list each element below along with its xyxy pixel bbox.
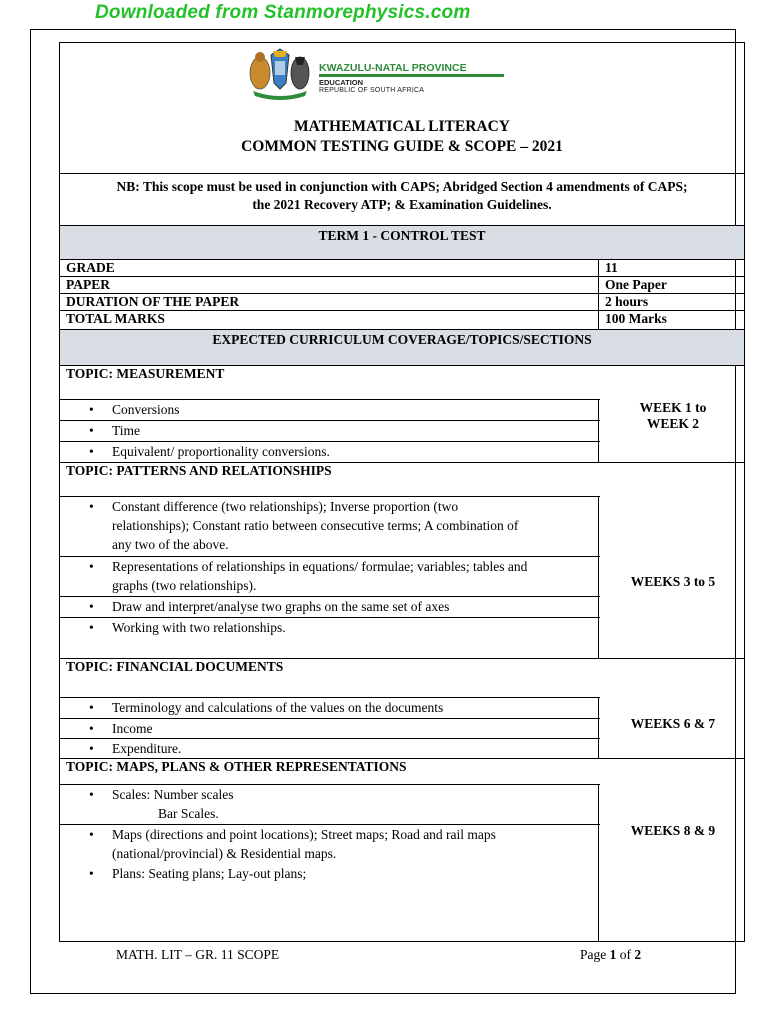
scope-note <box>60 173 744 225</box>
info-key: DURATION OF THE PAPER <box>66 294 240 309</box>
weeks-divider <box>598 784 599 942</box>
list-item-text <box>112 557 596 595</box>
list-item-text: Income <box>112 721 153 736</box>
weeks-maps: WEEKS 8 & 9 <box>630 823 716 838</box>
page-number <box>580 947 641 963</box>
bullet-icon: • <box>89 866 94 881</box>
list-item-line: Constant difference (two relationships); Inverse proportion (two <box>112 499 459 514</box>
bullet-icon: • <box>89 787 94 802</box>
page-total: 2 <box>634 947 642 962</box>
list-item-line: any two of the above. <box>112 537 229 552</box>
list-item-text <box>112 785 596 823</box>
info-row-grade <box>60 259 744 276</box>
bullet-icon: • <box>89 827 94 842</box>
list-item-text: Terminology and calculations of the values on the documents <box>112 700 444 715</box>
list-item-text: Equivalent/ proportionality conversions. <box>112 444 330 459</box>
weeks-divider <box>598 697 599 758</box>
list-item <box>60 697 600 718</box>
bullet-icon: • <box>89 700 94 715</box>
info-value: 11 <box>605 260 618 275</box>
info-key: PAPER <box>66 277 110 292</box>
topic-maps-title: TOPIC: MAPS, PLANS & OTHER REPRESENTATIONS <box>60 758 744 784</box>
bullet-icon: • <box>89 559 94 574</box>
list-item <box>60 399 600 420</box>
info-value: 2 hours <box>605 294 649 309</box>
page-of: of <box>619 947 631 962</box>
weeks-financial: WEEKS 6 & 7 <box>630 716 716 731</box>
coat-of-arms-icon <box>245 43 315 101</box>
page-current: 1 <box>609 947 617 962</box>
topic-patterns-title: TOPIC: PATTERNS AND RELATIONSHIPS <box>60 462 744 496</box>
info-divider <box>598 259 599 329</box>
bullet-icon: • <box>89 741 94 756</box>
list-item-line: graphs (two relationships). <box>112 578 257 593</box>
weeks-patterns: WEEKS 3 to 5 <box>630 574 716 589</box>
weeks-divider <box>598 496 599 658</box>
list-item-line: Maps (directions and point locations); Street maps; Road and rail maps <box>112 827 496 842</box>
list-item-text: Draw and interpret/analyse two graphs on the same set of axes <box>112 599 450 614</box>
topic-financial-title: TOPIC: FINANCIAL DOCUMENTS <box>60 658 744 697</box>
department-name: EDUCATION <box>319 78 364 87</box>
bullet-icon: • <box>89 423 94 438</box>
list-item <box>60 596 600 617</box>
list-item-text <box>112 825 596 863</box>
subject-title: MATHEMATICAL LITERACY <box>293 118 511 135</box>
list-item <box>60 617 600 658</box>
list-item <box>60 420 600 441</box>
document-title: COMMON TESTING GUIDE & SCOPE – 2021 <box>241 138 563 155</box>
info-value: 100 Marks <box>605 311 667 326</box>
info-key: GRADE <box>66 260 115 275</box>
list-item-text: Working with two relationships. <box>112 620 286 635</box>
topic-measurement-title: TOPIC: MEASUREMENT <box>60 365 744 399</box>
province-name: KWAZULU-NATAL PROVINCE <box>319 62 467 74</box>
bullet-icon: • <box>89 402 94 417</box>
info-row-duration <box>60 293 744 310</box>
bullet-icon: • <box>89 599 94 614</box>
weeks-measurement <box>600 400 746 432</box>
list-item-text <box>112 497 596 554</box>
info-value: One Paper <box>605 277 667 292</box>
list-item-line: Representations of relationships in equations/ formulae; variables; tables and <box>112 559 528 574</box>
list-item-text: Time <box>112 423 141 438</box>
term-heading: TERM 1 - CONTROL TEST <box>60 225 744 259</box>
list-item <box>60 784 600 824</box>
list-item <box>60 824 600 864</box>
list-item-line: (national/provincial) & Residential maps. <box>112 846 337 861</box>
list-item <box>60 738 600 758</box>
list-item-text: Conversions <box>112 402 180 417</box>
scope-note-line-1: NB: This scope must be used in conjunction with CAPS; Abridged Section 4 amendments of CAPS; <box>116 179 688 194</box>
list-item <box>60 864 600 942</box>
list-item-text: Plans: Seating plans; Lay-out plans; <box>112 866 307 881</box>
scope-document <box>59 42 745 942</box>
list-item <box>60 496 600 556</box>
logo-stripe <box>319 74 504 77</box>
bullet-icon: • <box>89 499 94 514</box>
list-item-line: Scales: Number scales <box>112 787 234 802</box>
department-logo <box>245 43 515 101</box>
page-prefix: Page <box>580 947 607 962</box>
list-item <box>60 718 600 738</box>
list-item-text: Expenditure. <box>112 741 182 756</box>
list-item-line: Bar Scales. <box>158 806 219 821</box>
bullet-icon: • <box>89 620 94 635</box>
bullet-icon: • <box>89 721 94 736</box>
list-item-line: relationships); Constant ratio between consecutive terms; A combination of <box>112 518 519 533</box>
weeks-line: WEEK 1 to <box>639 400 707 415</box>
document-header <box>60 43 744 173</box>
coverage-heading: EXPECTED CURRICULUM COVERAGE/TOPICS/SECTIONS <box>60 329 744 365</box>
list-item <box>60 441 600 462</box>
footer-label: MATH. LIT – GR. 11 SCOPE <box>116 947 280 962</box>
country-name: REPUBLIC OF SOUTH AFRICA <box>319 87 425 94</box>
weeks-divider <box>598 399 599 462</box>
weeks-line: WEEK 2 <box>646 416 700 431</box>
info-row-total-marks <box>60 310 744 329</box>
info-key: TOTAL MARKS <box>66 311 165 326</box>
bullet-icon: • <box>89 444 94 459</box>
info-row-paper <box>60 276 744 293</box>
scope-note-line-2: the 2021 Recovery ATP; & Examination Guidelines. <box>252 197 552 212</box>
list-item <box>60 556 600 596</box>
download-watermark: Downloaded from Stanmorephysics.com <box>95 2 471 23</box>
